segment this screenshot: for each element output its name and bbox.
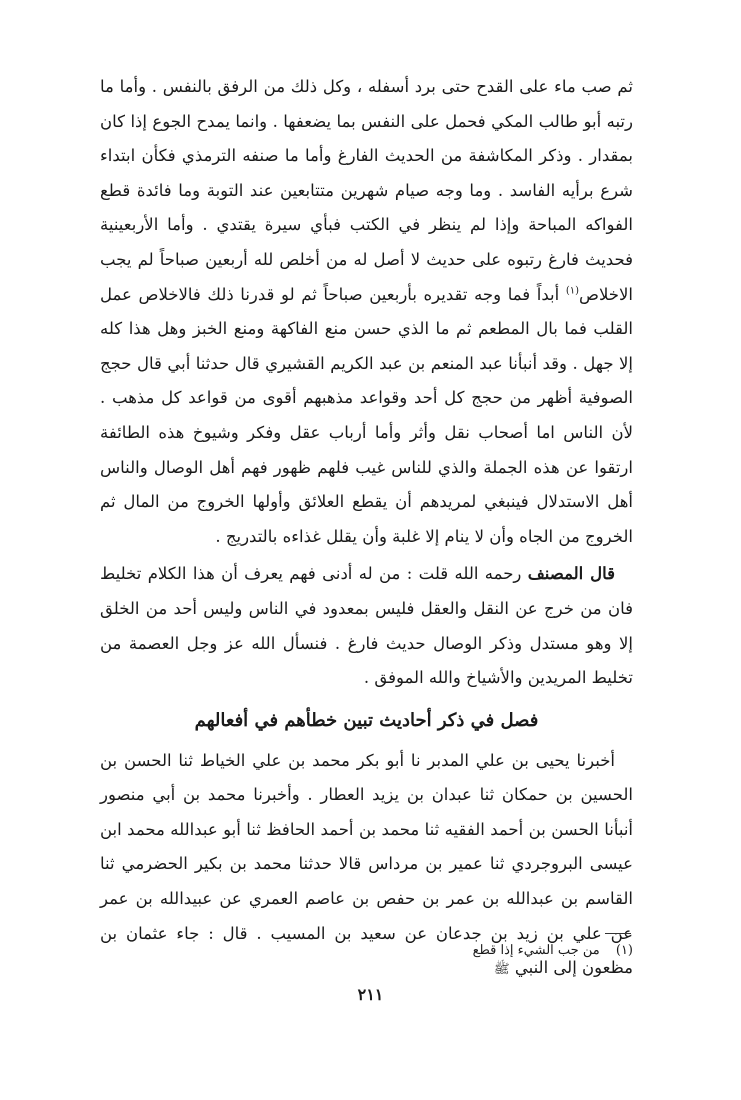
footnote-number: (١) [615, 943, 633, 958]
paragraph-text: أخبرنا يحيى بن علي المدبر نا أبو بكر محمد بن علي الخياط ثنا الحسن بن الحسين بن حمكان ثنا عبدان بن يزيد العطار . وأخبرنا محمد بن أبي منصور أنبأنا الحسن بن أحمد الفقيه ثنا محمد بن أحمد الحافظ ثنا أبو عبدالله محمد ابن عيسى البروجردي ثنا عمير بن مرداس قالا حدثنا محمد بن بكير الحضرمي ثنا القاسم بن عبدالله بن عمر بن حفص بن عاصم العمري عن عبيدالله بن عمر عن علي بن زيد بن جدعان عن سعيد بن المسيب . قال : جاء عثمان بن مظعون إلى النبي [100, 750, 633, 978]
paragraph-text: رحمه الله قلت : من له أدنى فهم يعرف أن هذا الكلام تخليط فان من خرج عن النقل والعقل فليس بمعدود في الناس وليس أحد من الخلق إلا وهو مستدل وذكر الوصال حديث فارغ . فنسأل الله عز وجل العصمة من تخليط المريدين والأشياخ والله الموفق . [100, 564, 633, 688]
footnote-divider [605, 933, 631, 934]
author-comment-paragraph [100, 557, 633, 695]
body-paragraph [100, 70, 633, 554]
section-heading: فصل في ذكر أحاديث تبين خطأهم في أفعالهم [194, 709, 539, 731]
honorific-glyph: ﷺ [493, 962, 510, 978]
page-number: ٢١١ [357, 985, 384, 1004]
footnote-text: من جب الشيء إذا قطع [472, 943, 600, 958]
footnote-reference: (١) [565, 285, 579, 297]
paragraph-text-continued: أبداً فما وجه تقديره بأربعين صباحاً ثم لو قدرنا ذلك فالاخلاص عمل القلب فما بال المطعم ثم ما الذي حسن منع الفاكهة ومنع الخبز وهل هذا كله إلا جهل . وقد أنبأنا عبد المنعم بن عبد الكريم القشيري قال حدثنا أبي قال حجج الصوفية أظهر من حجج كل أحد وقواعد مذهبهم أقوى من قواعد كل مذهب . لأن الناس اما أصحاب نقل وأثر وأما أرباب عقل وفكر وشيوخ هذه الطائفة ارتقوا عن هذه الجملة والذي للناس غيب فلهم ظهور فهم أهل الوصال والناس أهل الاستدلال فينبغي لمريدهم أن يقطع العلائق وأولها الخروج من المال ثم الخروج من الجاه وأن لا ينام إلا غلبة وأن يقلل غذاءه بالتدريج . [100, 284, 633, 546]
paragraph-lead: قال المصنف [527, 564, 615, 584]
paragraph-text: ثم صب ماء على القدح حتى برد أسفله ، وكل ذلك من الرفق بالنفس . وأما ما رتبه أبو طالب المكي فحمل على النفس بما يضعفها . وانما يمدح الجوع إذا كان بمقدار . وذكر المكاشفة من الحديث الفارغ وأما ما صنفه الترمذي فكأن ابتداء شرع برأيه الفاسد . وما وجه صيام شهرين متتابعين عند التوبة وما فائدة قطع الفواكه المباحة وإذا لم ينظر في الكتب فبأي سيرة يقتدي . وأما الأربعينية فحديث فارغ رتبوه على حديث لا أصل له من أخلص لله أربعين صباحاً لم يجب الاخلاص [100, 77, 633, 304]
footnote [473, 940, 633, 962]
